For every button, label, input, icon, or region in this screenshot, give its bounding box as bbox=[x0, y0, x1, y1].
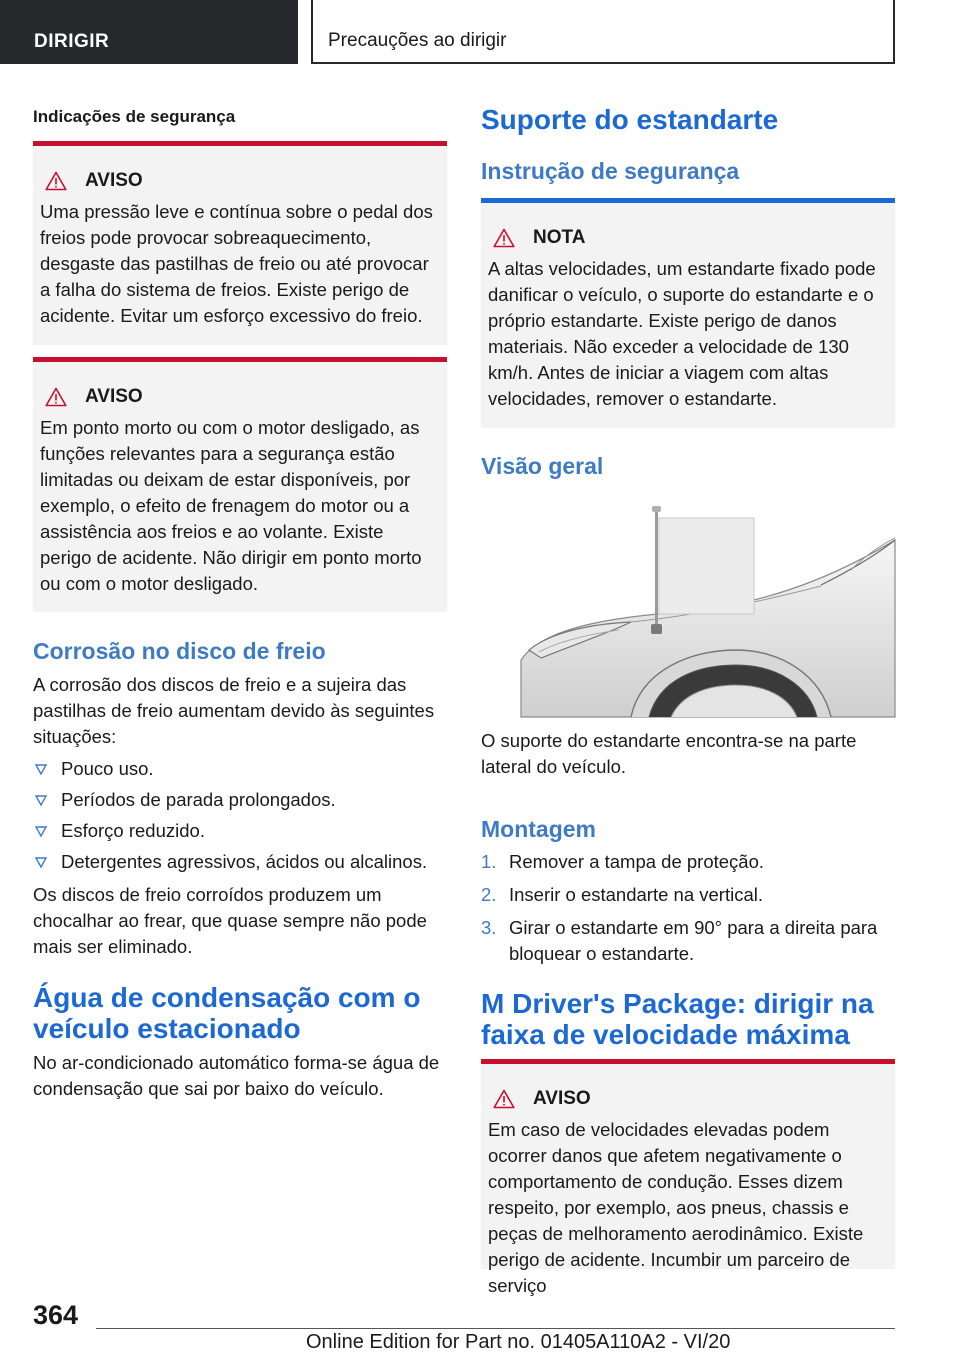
step-item: 2. Inserir o estandarte na vertical. bbox=[481, 884, 763, 905]
corrosion-heading: Corrosão no disco de freio bbox=[33, 638, 326, 664]
condensation-heading: Água de condensação com o veículo estacionado bbox=[33, 982, 421, 1044]
header-section-tab bbox=[0, 0, 298, 64]
step-item: 1. Remover a tampa de proteção. bbox=[481, 851, 765, 872]
warning-title: AVISO bbox=[493, 1088, 887, 1110]
warning-triangle-icon bbox=[493, 1089, 515, 1109]
safety-subheading: Instrução de segurança bbox=[481, 158, 740, 184]
warning-text: Uma pressão leve e contínua sobre o pedal dos freios pode provocar sobreaquecimento, desgaste das pastilhas de freio ou até provocar a falha do sistema de freios. Existe perigo de acidente. Evitar um esforço excessivo do freio. bbox=[40, 201, 433, 326]
header-chapter-label: Precauções ao dirigir bbox=[328, 30, 507, 51]
overview-text: O suporte do estandarte encontra-se na parte lateral do veículo. bbox=[481, 730, 857, 777]
warning-box-brake-pedal bbox=[33, 141, 447, 345]
warning-triangle-icon bbox=[45, 171, 67, 191]
warning-text: Em caso de velocidades elevadas podem ocorrer danos que afetem negativamente o comportamento de condução. Esses dizem respeito, por exemplo, aos pneus, chassis e peças de melhoramento aerodinâmico. Existe perigo de acidente. Incumbir um parceiro de serviço bbox=[488, 1119, 864, 1296]
list-item: Esforço reduzido. bbox=[33, 818, 447, 844]
header-chapter-box bbox=[311, 0, 895, 64]
note-title: NOTA bbox=[493, 227, 887, 249]
warning-triangle-icon bbox=[45, 387, 67, 407]
triangle-bullet-icon bbox=[35, 795, 47, 806]
warning-title: AVISO bbox=[45, 170, 439, 192]
condensation-text: No ar-condicionado automático forma-se água de condensação que sai por baixo do veículo. bbox=[33, 1052, 440, 1099]
warning-box-high-speed bbox=[481, 1059, 895, 1296]
list-item: Períodos de parada prolongados. bbox=[33, 787, 447, 813]
flag-holder-heading: Suporte do estandarte bbox=[481, 104, 779, 135]
mount-steps bbox=[481, 849, 895, 974]
mdriver-heading: M Driver's Package: dirigir na faixa de velocidade máxima bbox=[481, 988, 874, 1050]
mount-heading: Montagem bbox=[481, 816, 596, 842]
list-item: Pouco uso. bbox=[33, 756, 447, 782]
warning-box-neutral bbox=[33, 357, 447, 612]
corrosion-outro: Os discos de freio corroídos produzem um chocalhar ao frear, que quase sempre não pode mais ser eliminado. bbox=[33, 884, 427, 957]
flag-holder-illustration bbox=[521, 500, 895, 717]
overview-heading: Visão geral bbox=[481, 453, 604, 479]
list-item: Detergentes agressivos, ácidos ou alcalinos. bbox=[33, 849, 447, 875]
warning-text: Em ponto morto ou com o motor desligado, as funções relevantes para a segurança estão limitadas ou deixam de estar disponíveis, por exemplo, o efeito de frenagem do motor ou a assistência aos freios e ao volante. Existe perigo de acidente. Não dirigir em ponto morto ou com o motor desligado. bbox=[40, 417, 422, 594]
edition-note: Online Edition for Part no. 01405A110A2 - VI/20 bbox=[306, 1331, 731, 1353]
triangle-bullet-icon bbox=[35, 857, 47, 868]
corrosion-list bbox=[33, 756, 447, 880]
note-text: A altas velocidades, um estandarte fixado pode danificar o veículo, o suporte do estandarte e o próprio estandarte. Existe perigo de danos materiais. Não exceder a velocidade de 130 km/h. Antes de iniciar a viagem com altas velocidades, remover o estandarte. bbox=[488, 258, 876, 409]
warning-title: AVISO bbox=[45, 386, 439, 408]
footer-divider bbox=[96, 1328, 895, 1329]
triangle-bullet-icon bbox=[35, 764, 47, 775]
triangle-bullet-icon bbox=[35, 826, 47, 837]
warning-triangle-icon bbox=[493, 228, 515, 248]
page-number: 364 bbox=[33, 1300, 79, 1330]
header-section-label: DIRIGIR bbox=[34, 31, 110, 52]
step-item: 3. Girar o estandarte em 90° para a direita para bloquear o estandarte. bbox=[481, 917, 878, 964]
corrosion-intro: A corrosão dos discos de freio e a sujeira das pastilhas de freio aumentam devido às seguintes situações: bbox=[33, 674, 435, 747]
safety-heading: Indicações de segurança bbox=[33, 107, 236, 126]
note-box-flag bbox=[481, 198, 895, 428]
